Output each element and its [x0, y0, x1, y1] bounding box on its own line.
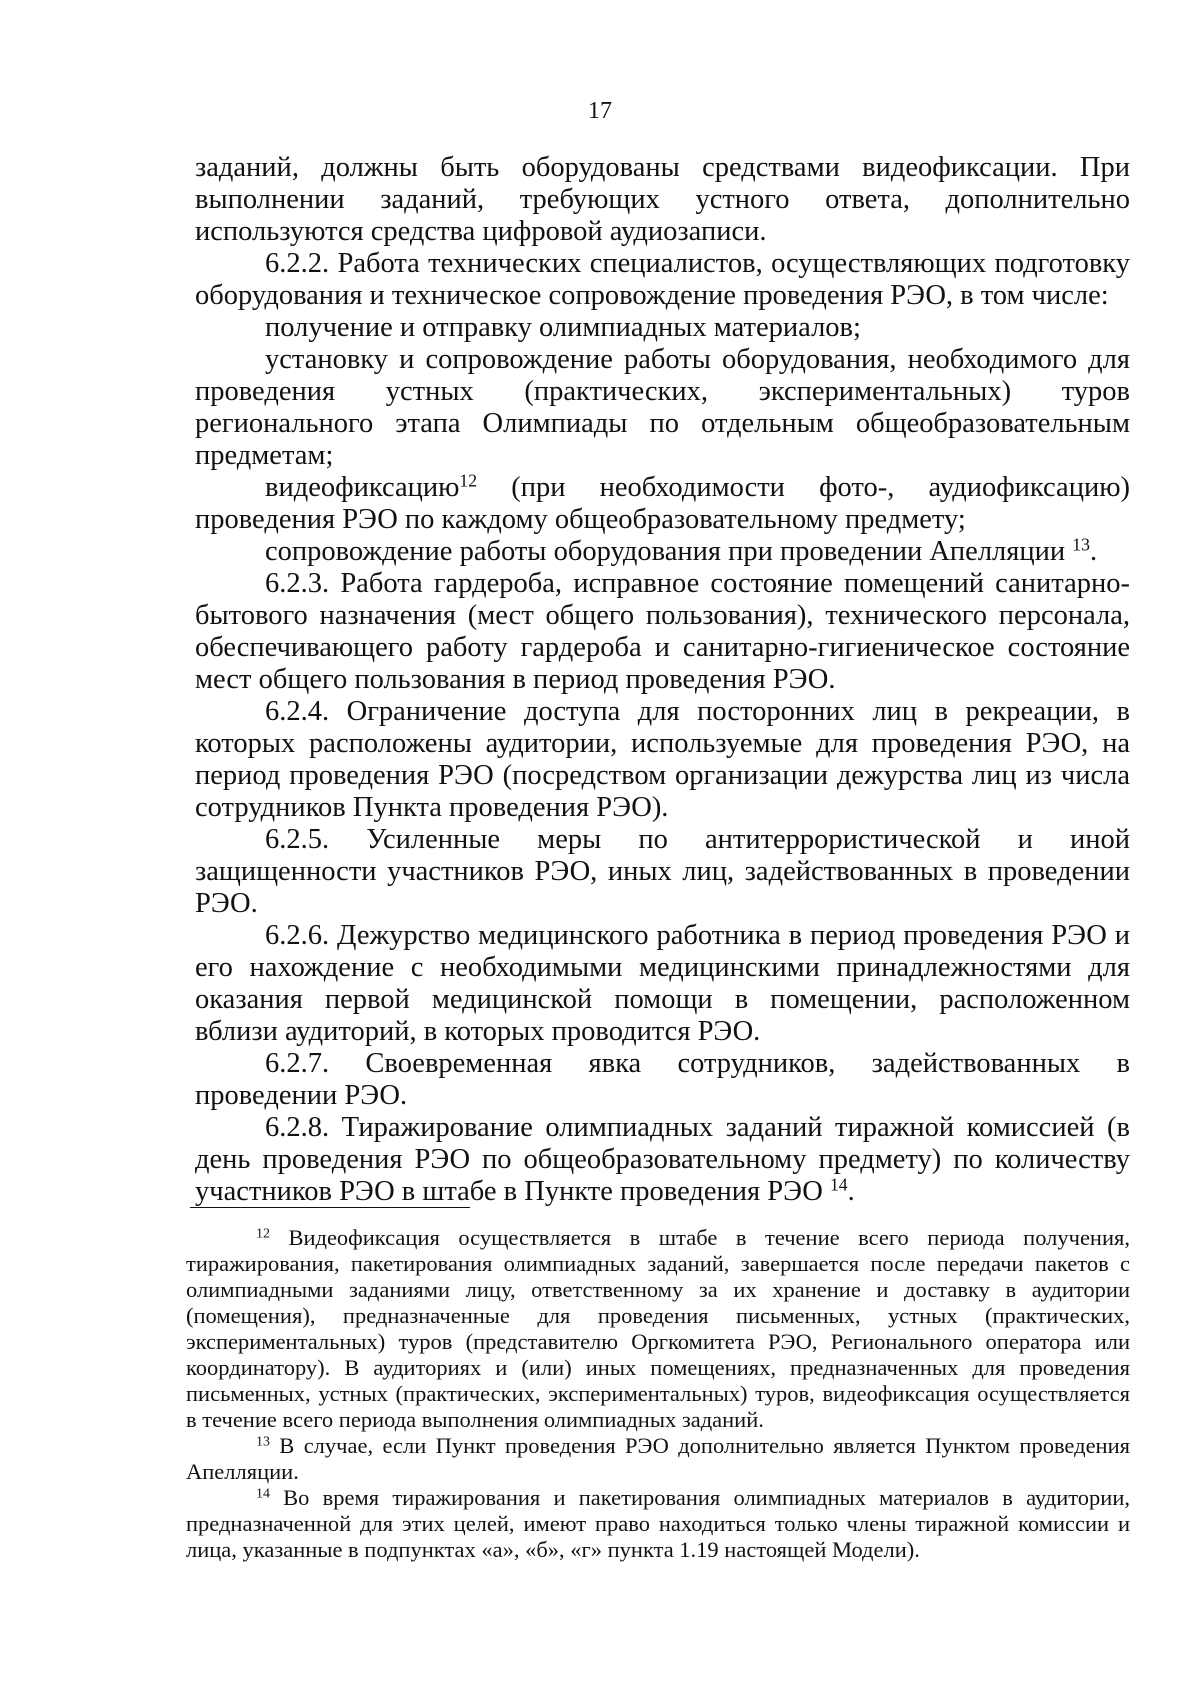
page-number: 17: [588, 98, 612, 124]
paragraph-6-2-6: 6.2.6. Дежурство медицинского работника в период проведения РЭО и его нахождение с необходимыми медицинскими принадлежностями для оказания первой медицинской помощи в помещении, расположенном вблизи аудиторий, в которых проводится РЭО.: [195, 920, 1130, 1047]
footnotes: [186, 1225, 1130, 1563]
list-item-equipment: установку и сопровождение работы оборудования, необходимого для проведения устных (практических, экспериментальных) туров регионального этапа Олимпиады по отдельным общеобразовательным предметам;: [195, 344, 1130, 471]
footnote-ref-13[interactable]: 13: [1072, 534, 1090, 555]
paragraph-6-2-3: 6.2.3. Работа гардероба, исправное состояние помещений санитарно-бытового назначения (мест общего пользования), технического персонала, обеспечивающего работу гардероба и санитарно-гигиеническое состояние мест общего пользования в период проведения РЭО.: [195, 568, 1130, 695]
list-item-video-text-rest: (при необходимости фото-, аудиофиксацию) проведения РЭО по каждому общеобразовательному предмету;: [195, 472, 1130, 535]
footnote-14-text: Во время тиражирования и пакетирования олимпиадных материалов в аудитории, предназначенной для этих целей, имеют право находиться только члены тиражной комиссии и лица, указанные в подпунктах «а», «б», «г» пункта 1.19 настоящей Модели).: [186, 1485, 1130, 1562]
paragraph-6-2-8-text: 6.2.8. Тиражирование олимпиадных заданий тиражной комиссией (в день проведения РЭО по общеобразовательному предмету) по количеству участников РЭО в штабе в Пункте проведения РЭО: [195, 1112, 1130, 1207]
paragraph-6-2-5: 6.2.5. Усиленные меры по антитеррористической и иной защищенности участников РЭО, иных лиц, задействованных в проведении РЭО.: [195, 824, 1130, 919]
body-text: [195, 152, 1130, 1208]
footnote-mark-13: 13: [256, 1434, 270, 1450]
paragraph-continuation: заданий, должны быть оборудованы средствами видеофиксации. При выполнении заданий, требующих устного ответа, дополнительно используются средства цифровой аудиозаписи.: [195, 152, 1130, 247]
footnote-mark-14: 14: [256, 1486, 270, 1502]
list-item-materials: получение и отправку олимпиадных материалов;: [265, 312, 861, 343]
paragraph-6-2-2: 6.2.2. Работа технических специалистов, осуществляющих подготовку оборудования и техническое сопровождение проведения РЭО, в том числе:: [195, 248, 1130, 311]
footnote-13: [186, 1433, 1130, 1485]
footnote-mark-12: 12: [256, 1226, 270, 1242]
footnote-12: [186, 1225, 1130, 1433]
list-item-video: [195, 472, 1130, 536]
footnote-12-text: Видеофиксация осуществляется в штабе в течение всего периода получения, тиражирования, пакетирования олимпиадных заданий, завершается после передачи пакетов с олимпиадными заданиями лицу, ответственному за их хранение и доставку в аудитории (помещения), предназначенные для проведения письменных, устных (практических, экспериментальных) туров (представителю Оргкомитета РЭО, Регионального оператора или координатору). В аудиториях и (или) иных помещениях, предназначенных для проведения письменных, устных (практических, экспериментальных) туров, видеофиксация осуществляется в течение всего периода выполнения олимпиадных заданий.: [186, 1225, 1130, 1432]
footnote-separator: [190, 1207, 470, 1208]
paragraph-6-2-8: [195, 1112, 1130, 1208]
footnote-ref-12[interactable]: 12: [459, 470, 478, 491]
list-item-appeal: [195, 536, 1130, 568]
paragraph-6-2-4: 6.2.4. Ограничение доступа для посторонних лиц в рекреации, в которых расположены аудитории, используемые для проведения РЭО, на период проведения РЭО (посредством организации дежурства лиц из числа сотрудников Пункта проведения РЭО).: [195, 696, 1130, 823]
paragraph-6-2-8-end: .: [847, 1176, 855, 1207]
list-item-video-text: видеофиксацию: [265, 472, 460, 503]
footnote-ref-14[interactable]: 14: [829, 1174, 848, 1195]
footnote-13-text: В случае, если Пункт проведения РЭО дополнительно является Пунктом проведения Апелляции.: [186, 1433, 1130, 1484]
list-item-appeal-text: сопровождение работы оборудования при проведении Апелляции: [265, 536, 1073, 567]
paragraph-6-2-7: 6.2.7. Своевременная явка сотрудников, задействованных в проведении РЭО.: [195, 1048, 1130, 1111]
footnote-14: [186, 1485, 1130, 1563]
list-item-appeal-end: .: [1089, 536, 1098, 567]
